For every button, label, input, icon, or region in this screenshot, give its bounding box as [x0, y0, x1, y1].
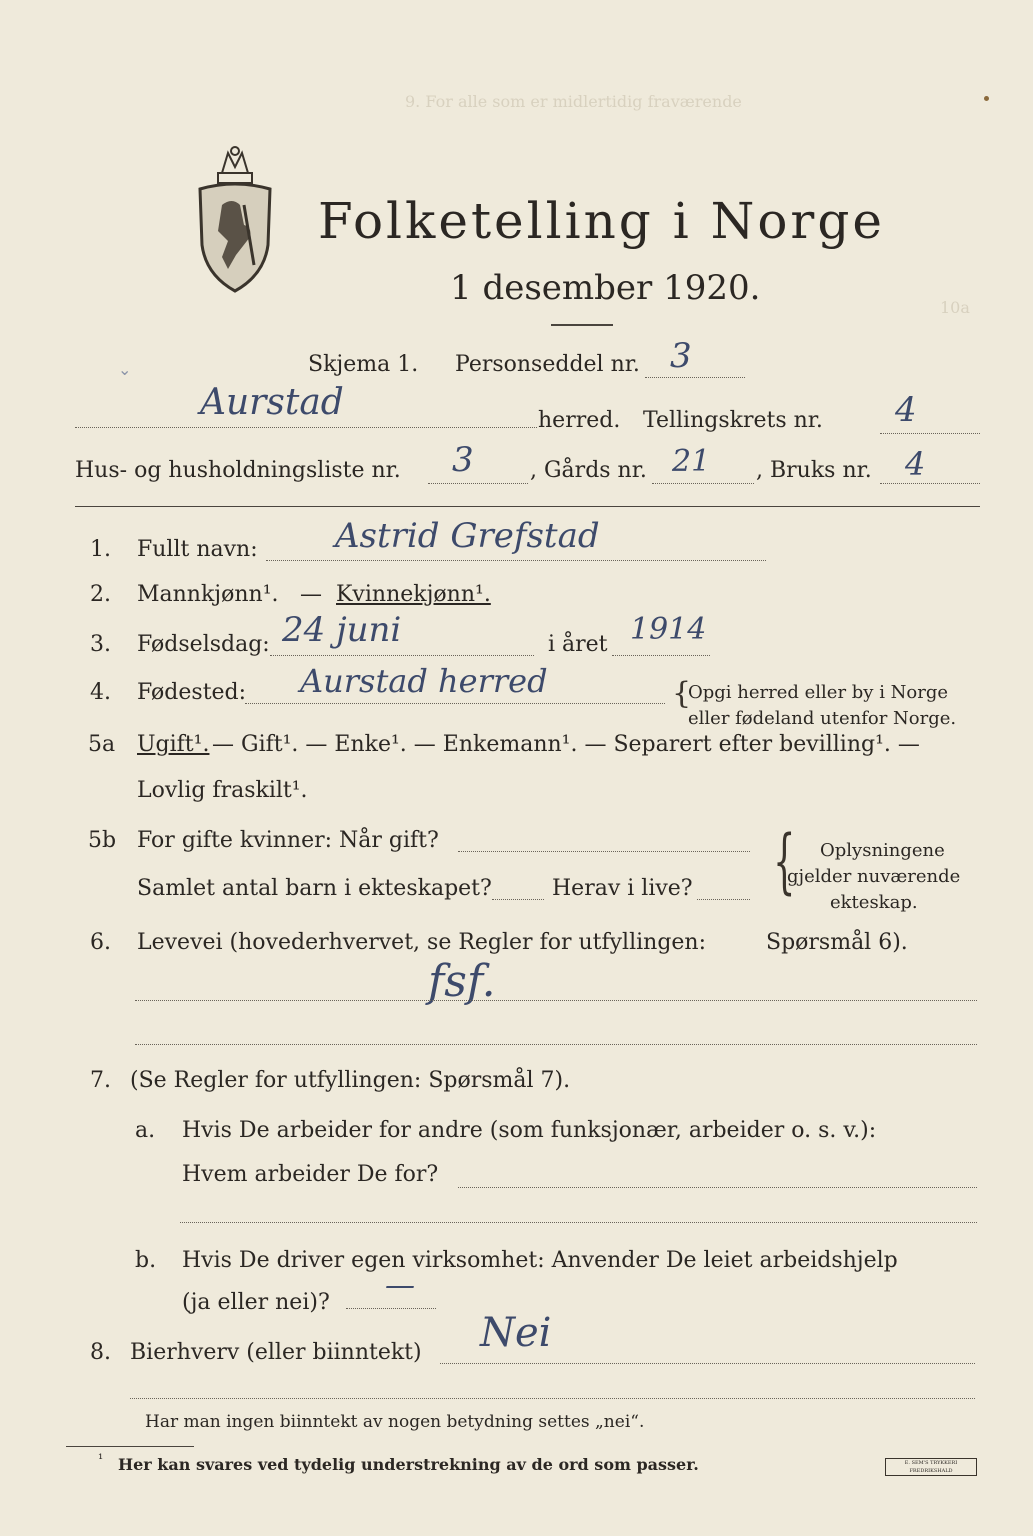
q5a-number: 5a	[88, 732, 116, 757]
herred-label: herred.	[538, 408, 621, 433]
footnote-mark: ¹	[98, 1452, 104, 1467]
gards-value[interactable]: 21	[672, 444, 711, 479]
footnote-divider	[66, 1446, 194, 1447]
paper-speck	[984, 96, 989, 101]
q1-number: 1.	[90, 537, 111, 562]
q1-field-line	[266, 560, 766, 561]
footnote-text: Her kan svares ved tydelig understrekning av de ord som passer.	[118, 1455, 699, 1474]
hus-label: Hus- og husholdningsliste nr.	[75, 458, 401, 483]
herred-field-line	[75, 427, 537, 428]
header-divider	[75, 506, 980, 507]
q3-year-label: i året	[548, 632, 608, 657]
q3-field-line	[270, 655, 534, 656]
personseddel-label: Personseddel nr.	[455, 352, 640, 377]
q2-male-option[interactable]: Mannkjønn¹.	[137, 582, 279, 607]
q8-field-line-1	[440, 1363, 975, 1364]
gards-label: , Gårds nr.	[530, 458, 647, 483]
q3-year-value[interactable]: 1914	[630, 612, 707, 647]
q1-value[interactable]: Astrid Grefstad	[335, 516, 600, 556]
form-title: Folketelling i Norge	[318, 192, 885, 250]
q7a-field-line-2	[180, 1222, 977, 1223]
q2-female-option[interactable]: Kvinnekjønn¹.	[336, 582, 491, 607]
q4-note-line1: Opgi herred eller by i Norge	[688, 682, 949, 703]
q2-number: 2.	[90, 582, 111, 607]
q6-field-line-2	[135, 1044, 977, 1045]
q5b-children-field-line	[492, 899, 544, 900]
q6-number: 6.	[90, 930, 111, 955]
tellingskrets-field-line	[880, 433, 980, 434]
q7a-text2: Hvem arbeider De for?	[182, 1162, 439, 1187]
bruks-value[interactable]: 4	[905, 445, 926, 483]
q6-field-line-1	[135, 1000, 977, 1001]
q7-number: 7.	[90, 1068, 111, 1093]
bruks-label: , Bruks nr.	[756, 458, 872, 483]
q2-separator: —	[300, 582, 322, 607]
q4-label: Fødested:	[137, 680, 247, 705]
q8-label: Bierhverv (eller biinntekt)	[130, 1340, 422, 1365]
q4-brace: {	[672, 676, 692, 711]
q7a-number: a.	[135, 1118, 156, 1143]
bleed-through-text: 9. For alle som er midlertidig fraværende	[405, 92, 742, 111]
q6-label: Levevei (hovederhvervet, se Regler for utfyllingen:	[137, 930, 707, 955]
q5b-children-label: Samlet antal barn i ekteskapet?	[137, 876, 492, 901]
q7a-field-line-1	[458, 1187, 977, 1188]
bleed-through-mark: 10a	[940, 298, 970, 317]
q8-field-line-2	[130, 1398, 975, 1399]
q7b-value[interactable]: —	[385, 1268, 415, 1303]
printer-stamp: E. SEM'S TRYKKERI FREDRIKSHALD	[885, 1458, 977, 1476]
q8-number: 8.	[90, 1340, 111, 1365]
pencil-mark-icon: ⌄	[118, 360, 132, 379]
q8-value[interactable]: Nei	[480, 1310, 552, 1356]
q7a-text: Hvis De arbeider for andre (som funksjonær, arbeider o. s. v.):	[182, 1118, 877, 1143]
gards-field-line	[652, 483, 754, 484]
q5a-other-options[interactable]: — Gift¹. — Enke¹. — Enkemann¹. — Separert efter bevilling¹. —	[212, 732, 920, 757]
form-date: 1 desember 1920.	[450, 268, 761, 308]
tellingskrets-label: Tellingskrets nr.	[643, 408, 823, 433]
skjema-label: Skjema 1.	[308, 352, 419, 377]
q3-number: 3.	[90, 632, 111, 657]
q4-note-line2: eller fødeland utenfor Norge.	[688, 708, 957, 729]
q7b-text: Hvis De driver egen virksomhet: Anvender De leiet arbeidshjelp	[182, 1248, 898, 1273]
q5b-number: 5b	[88, 828, 117, 853]
q4-value[interactable]: Aurstad herred	[300, 662, 548, 700]
q4-number: 4.	[90, 680, 111, 705]
q7-label: (Se Regler for utfyllingen: Spørsmål 7).	[130, 1068, 571, 1093]
hus-value[interactable]: 3	[452, 440, 474, 480]
q1-label: Fullt navn:	[137, 537, 258, 562]
q6-label-end: Spørsmål 6).	[766, 930, 908, 955]
q7b-text2: (ja eller nei)?	[182, 1290, 330, 1315]
tellingskrets-value[interactable]: 4	[895, 390, 917, 430]
q5a-ugift-option[interactable]: Ugift¹.	[137, 732, 210, 757]
personseddel-value[interactable]: 3	[670, 336, 692, 376]
title-divider	[551, 324, 613, 326]
herred-value[interactable]: Aurstad	[200, 382, 344, 423]
q4-field-line	[245, 703, 665, 704]
hus-field-line	[428, 483, 528, 484]
q5b-married-field-line	[458, 851, 750, 852]
q3-birthday-value[interactable]: 24 juni	[282, 610, 402, 650]
bruks-field-line	[880, 483, 980, 484]
q3-year-field-line	[612, 655, 710, 656]
q5a-fraskilt-option[interactable]: Lovlig fraskilt¹.	[137, 778, 308, 803]
q5b-note-line1: Oplysningene	[820, 840, 945, 861]
q5b-brace: {	[773, 820, 796, 902]
q5b-married-label: For gifte kvinner: Når gift?	[137, 828, 439, 853]
q5b-note-line3: ekteskap.	[830, 892, 918, 913]
q7b-field-line	[346, 1308, 436, 1309]
q5b-alive-label: Herav i live?	[552, 876, 693, 901]
footer-note: Har man ingen biinntekt av nogen betydning settes „nei“.	[145, 1412, 645, 1432]
norway-coat-of-arms-icon	[192, 145, 278, 295]
q5b-note-line2: gjelder nuværende	[787, 866, 961, 887]
q5b-alive-field-line	[697, 899, 750, 900]
q3-label: Fødselsdag:	[137, 632, 270, 657]
personseddel-field-line	[645, 377, 745, 378]
q6-value[interactable]: fsf.	[428, 956, 496, 1007]
q7b-number: b.	[135, 1248, 157, 1273]
